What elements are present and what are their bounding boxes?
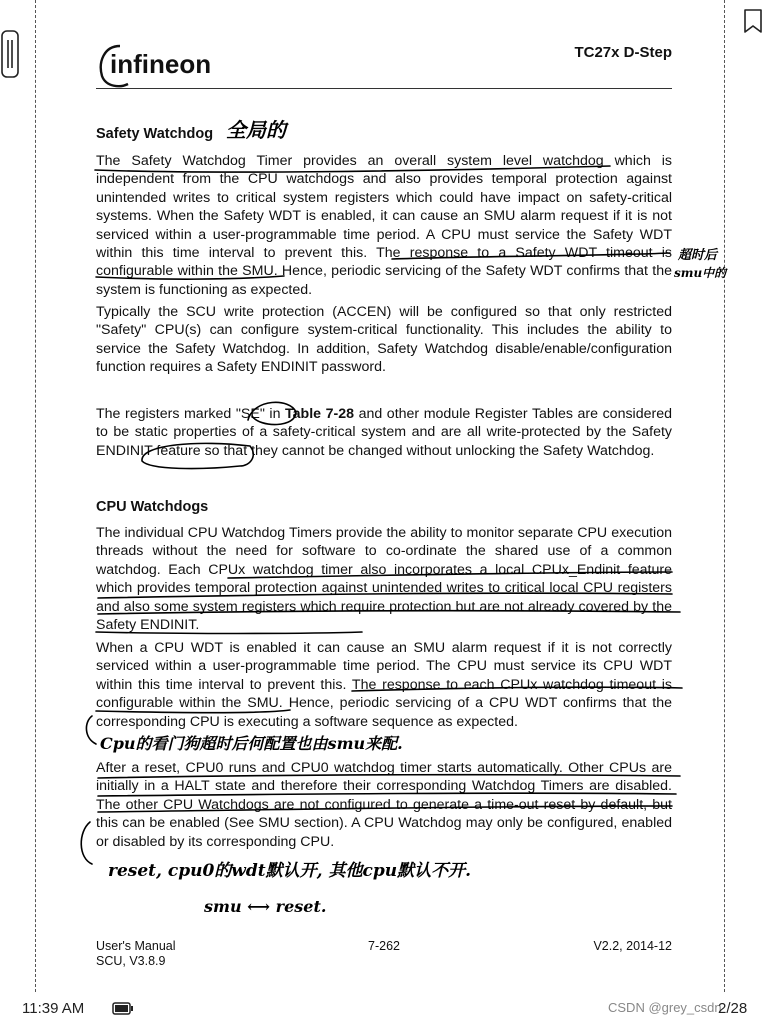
footer-manual: User's Manual	[96, 939, 176, 953]
handwritten-note-cpu-timeout: Cpu的看门狗超时后何配置也由smu来配.	[100, 734, 403, 753]
handwritten-note-timeout: 超时后	[678, 248, 718, 263]
section-heading-cpu-watchdogs: CPU Watchdogs	[96, 499, 209, 515]
paragraph-scu-write-protection: Typically the SCU write protection (ACCEN) will be configured so that only restricted "Safety" CPU(s) can configure system-critical functionality. This includes the ability to service the Safety Watchdog. In addition, Safety Watchdog disable/enable/configuration function requires a Safety ENDINIT password.	[96, 304, 672, 376]
handwritten-note-reset: reset, cpu0的wdt默认开, 其他cpu默认不开.	[108, 861, 472, 881]
text-register-tables: and other module Register Tables are considered to be static properties of a safety-critical system and are all write-protected by the Safety ENDINIT feature so that they cannot be changed without unlocking the Safety Watchdog.	[96, 406, 672, 459]
handwritten-note-heading: 全局的	[226, 118, 286, 142]
document-title: TC27x D-Step	[574, 44, 672, 61]
footer-page-number: 7-262	[368, 939, 400, 953]
text-registers-marked: The registers marked "SE" in	[96, 406, 286, 422]
battery-icon	[112, 1002, 134, 1015]
handwritten-note-smu-reset: smu ⟷ reset.	[204, 897, 327, 916]
paragraph-cpu-wdt-alarm: When a CPU WDT is enabled it can cause an SMU alarm request if it is not correctly serviced within a user-programmable time period. The CPU must service its CPU WDT within this time interval to prevent this. The response to each CPUx watchdog timeout is configurable within the SMU. Hence, periodic servicing of a CPU WDT confirms that the corresponding CPU is executing a software sequence as expected.	[96, 640, 672, 730]
footer-version: SCU, V3.8.9	[96, 954, 166, 968]
status-time: 11:39 AM	[22, 1000, 85, 1017]
paragraph-after-reset: After a reset, CPU0 runs and CPU0 watchdog timer starts automatically. Other CPUs are initially in a HALT state and therefore their corresponding Watchdog Timers are disabled. The other CPU Watchdogs are not configured to generate a time-out reset by default, but this can be enabled (See SMU section). A CPU Watchdog may only be configured, enabled or disabled by its corresponding CPU.	[96, 760, 672, 850]
paragraph-cpu-wdt-intro: The individual CPU Watchdog Timers provide the ability to monitor separate CPU execution threads without the need for software to co-ordinate the shared use of a common watchdog. Each CPUx watchdog timer also incorporates a local CPUx_Endinit feature which provides temporal protection against unintended writes to critical local CPU registers and also some system registers which require protection but are not already covered by the Safety ENDINIT.	[96, 525, 672, 634]
brand-wordmark: infineon	[110, 49, 212, 79]
handwritten-note-smu: smu中的	[674, 266, 727, 280]
footer-revision: V2.2, 2014-12	[593, 939, 672, 953]
section-heading-safety-watchdog: Safety Watchdog	[96, 126, 214, 142]
watermark-text: CSDN @grey_csdn	[608, 1000, 722, 1015]
page-counter[interactable]: 2/28	[718, 1000, 748, 1017]
paragraph-safety-wdt-intro: The Safety Watchdog Timer provides an overall system level watchdog which is independent from the CPU watchdogs and also provides temporal protection against unintended writes to critical system registers which could have impact on safety-critical systems. When the Safety WDT is enabled, it can cause an SMU alarm request if it is not serviced within a user-programmable time period. A CPU must service the Safety WDT within this time interval to prevent this. The response to a Safety WDT timeout is configurable within the SMU. Hence, periodic servicing of the Safety WDT confirms that the system is functioning as expected.	[96, 153, 672, 298]
link-table-7-28[interactable]: Table 7-28	[285, 406, 354, 422]
